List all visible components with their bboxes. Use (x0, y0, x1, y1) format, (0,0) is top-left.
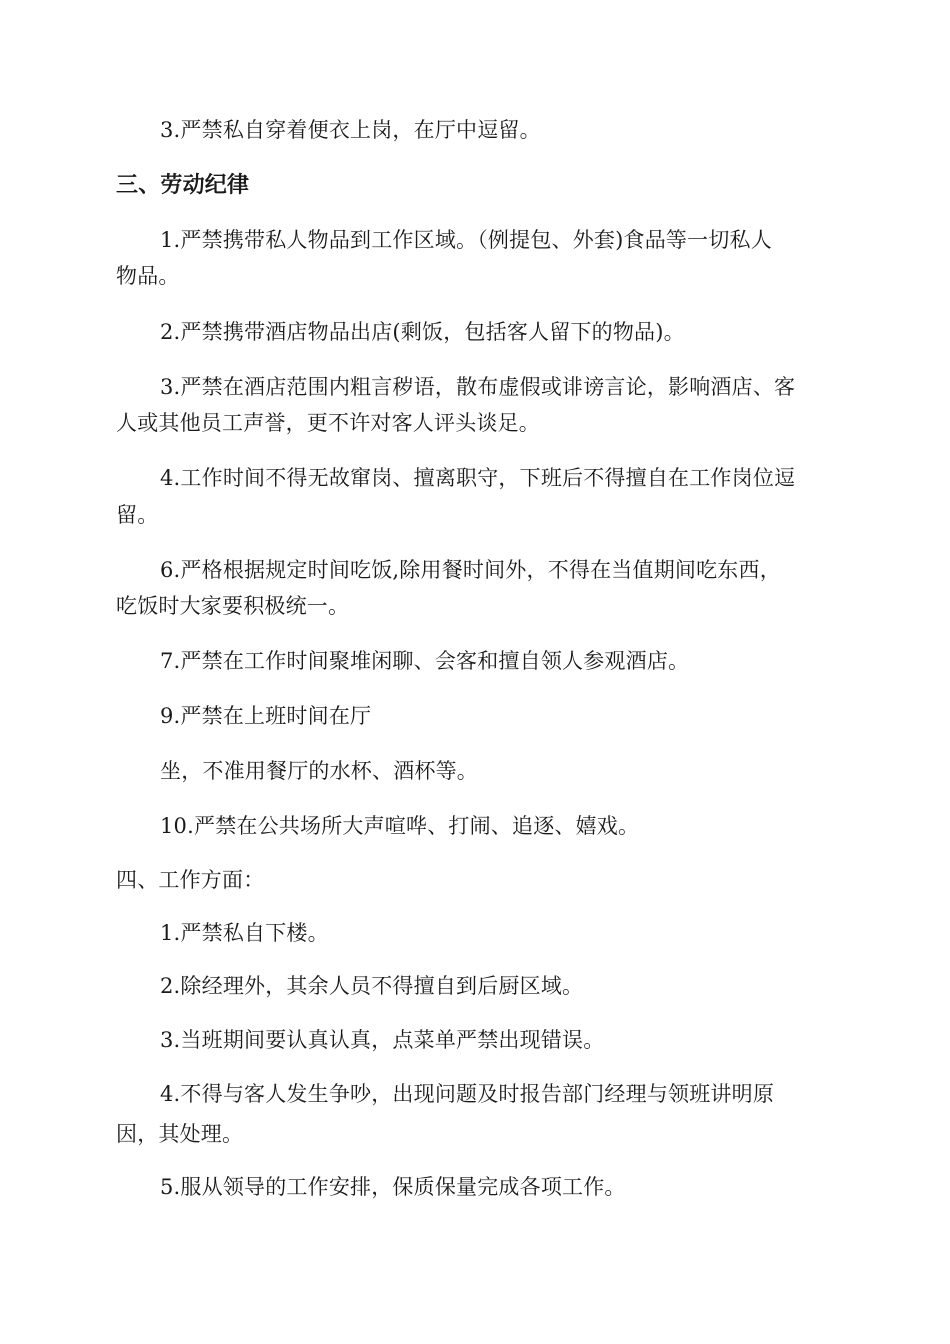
labor-rule-1-line-1: 1.严禁携带私人物品到工作区域。（例提包、外套)食品等一切私人 (160, 228, 772, 252)
labor-rule-3-line-1: 3.严禁在酒店范围内粗言秽语，散布虚假或诽谤言论，影响酒店、客 (160, 375, 796, 399)
labor-rule-4-line-2: 留。 (116, 503, 159, 527)
work-rule-4-line-2: 因，其处理。 (116, 1122, 244, 1146)
rule-3-casual-clothes: 3.严禁私自穿着便衣上岗，在厅中逗留。 (160, 118, 541, 142)
labor-rule-10: 10.严禁在公共场所大声喧哗、打闹、追逐、嬉戏。 (160, 814, 640, 838)
labor-rule-2: 2.严禁携带酒店物品出店(剩饭，包括客人留下的物品)。 (160, 320, 685, 344)
labor-rule-6-line-1: 6.严格根据规定时间吃饭,除用餐时间外，不得在当值期间吃东西， (160, 558, 781, 582)
section-heading-labor-discipline: 三、劳动纪律 (116, 172, 250, 198)
labor-rule-6-line-2: 吃饭时大家要积极统一。 (116, 594, 350, 618)
labor-rule-1-line-2: 物品。 (116, 264, 180, 288)
work-rule-1: 1.严禁私自下楼。 (160, 921, 329, 945)
labor-rule-7: 7.严禁在工作时间聚堆闲聊、会客和擅自领人参观酒店。 (160, 649, 690, 673)
labor-rule-3-line-2: 人或其他员工声誉，更不许对客人评头谈足。 (116, 411, 540, 435)
work-rule-4-line-1: 4.不得与客人发生争吵，出现问题及时报告部门经理与领班讲明原 (160, 1082, 775, 1106)
labor-rule-9-line-1: 9.严禁在上班时间在厅 (160, 704, 372, 728)
labor-rule-9-line-2: 坐，不准用餐厅的水杯、酒杯等。 (160, 759, 478, 783)
work-rule-5: 5.服从领导的工作安排，保质保量完成各项工作。 (160, 1175, 626, 1199)
labor-rule-4-line-1: 4.工作时间不得无故窜岗、擅离职守，下班后不得擅自在工作岗位逗 (160, 466, 796, 490)
work-rule-3: 3.当班期间要认真认真，点菜单严禁出现错误。 (160, 1028, 605, 1052)
section-heading-work: 四、工作方面： (116, 868, 265, 892)
work-rule-2: 2.除经理外，其余人员不得擅自到后厨区域。 (160, 974, 584, 998)
